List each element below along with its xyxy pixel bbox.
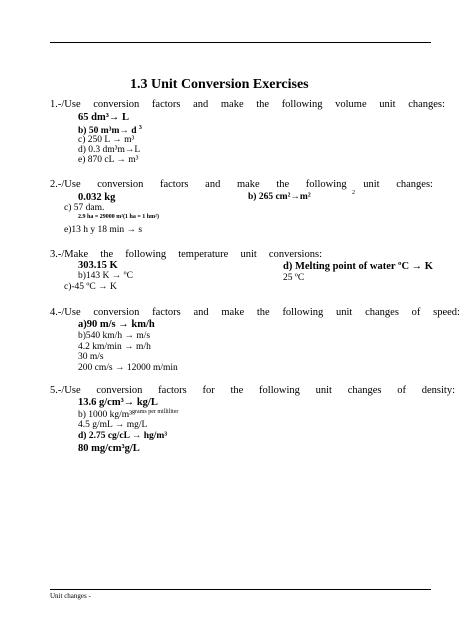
q5-word: unit (315, 385, 332, 396)
q1-word: unit (379, 99, 396, 110)
q4-word: speed: (433, 307, 460, 318)
q3-item-b: b)143 K → ºC (78, 271, 133, 281)
q1-item-d: d) 0.3 dm³m→L (78, 145, 141, 155)
q2-word: and (205, 179, 221, 190)
q5-word: for (202, 385, 215, 396)
q2-word: following (305, 179, 347, 190)
footer-rule (50, 589, 431, 590)
q5-word: 5.-/Use (50, 385, 81, 396)
q5-word: conversion (96, 385, 143, 396)
q2-item-b-superscript: 2 (352, 190, 355, 196)
q2-word: conversion (97, 179, 144, 190)
q5-item-b-text: b) 1000 kg/m³ (78, 410, 133, 420)
q1-word: conversion (93, 99, 140, 110)
q1-word: 1.-/Use (50, 99, 81, 110)
q4-item-e: 200 cm/s → 12000 m/min (78, 363, 178, 373)
q5-word: of (397, 385, 406, 396)
q4-item-c: 4.2 km/min → m/h (78, 342, 151, 352)
q3-word: conversions: (268, 249, 322, 260)
q1-word: the (256, 99, 270, 110)
q4-word: factors (152, 307, 181, 318)
q2-word: unit (363, 179, 380, 190)
q5-word: factors (158, 385, 187, 396)
q5-item-b-note: grams per milliliter (132, 409, 179, 415)
q4-word: the (256, 307, 270, 318)
q5-word: changes (347, 385, 382, 396)
q1-word: changes: (408, 99, 445, 110)
q1-item-e: e) 870 cL → m³ (78, 155, 139, 165)
q2-word: the (276, 179, 290, 190)
q5-item-c: 4.5 g/mL → mg/L (78, 420, 148, 430)
q2-prompt (50, 180, 433, 191)
q1-prompt (50, 100, 445, 111)
q3-word: unit (240, 249, 257, 260)
q3-item-e: 25 ºC (283, 273, 305, 283)
footer-text: Unit changes - (50, 592, 91, 600)
q2-item-c: c) 57 dam. (64, 203, 105, 213)
q4-word: following (282, 307, 324, 318)
q3-word: following (125, 249, 167, 260)
q2-word: make (236, 179, 260, 190)
q3-item-d: d) Melting point of water ºC → K (283, 261, 433, 272)
q3-word: the (100, 249, 114, 260)
q2-item-a: 0.032 kg (78, 192, 116, 203)
q4-item-d: 30 m/s (78, 352, 104, 362)
q3-word: temperature (178, 249, 229, 260)
q2-word: 2.-/Use (50, 179, 81, 190)
q4-word: 4.-/Use (50, 307, 81, 318)
q4-prompt (50, 308, 460, 319)
q5-word: following (259, 385, 300, 396)
q3-word: 3.-/Make (50, 249, 89, 260)
q1-item-a: 65 dm³→ L (78, 112, 129, 123)
q1-word: make (220, 99, 244, 110)
q2-item-b: b) 265 cm²→m² (248, 192, 311, 202)
q4-word: changes (365, 307, 399, 318)
q5-item-d: d) 2.75 cg/cL → hg/m³ (78, 431, 168, 441)
q1-item-c: c) 250 L → m³ (78, 135, 135, 145)
q5-word: density: (421, 385, 455, 396)
q1-word: following (281, 99, 323, 110)
q5-word: the (230, 385, 244, 396)
q3-item-c: c)-45 ºC → K (64, 282, 117, 292)
q2-word: changes: (396, 179, 433, 190)
q1-item-b-text: b) 50 m³m→ d (78, 126, 137, 136)
q4-word: make (221, 307, 245, 318)
q4-word: and (193, 307, 209, 318)
q1-word: and (193, 99, 209, 110)
q1-item-b-superscript: 3 (138, 125, 142, 131)
q3-item-a: 303.15 K (78, 260, 118, 271)
q4-word: of (411, 307, 421, 318)
page-title: 1.3 Unit Conversion Exercises (130, 77, 309, 92)
q2-word: factors (159, 179, 189, 190)
q1-word: volume (335, 99, 367, 110)
q4-word: unit (336, 307, 353, 318)
q1-word: factors (151, 99, 181, 110)
q5-item-e: 80 mg/cm³g/L (78, 443, 140, 454)
q2-item-e: e)13 h y 18 min → s (64, 225, 143, 235)
q4-item-a: a)90 m/s → km/h (78, 319, 155, 330)
q5-item-b (78, 409, 178, 421)
q3-prompt (50, 250, 322, 261)
q5-item-a: 13.6 g/cm³→ kg/L (78, 397, 158, 408)
q4-word: conversion (93, 307, 140, 318)
q4-item-b: b)540 km/h → m/s (78, 331, 151, 341)
header-rule (50, 42, 431, 43)
q5-prompt (50, 386, 455, 397)
q2-item-c-note: 2.9 ha = 29000 m²(1 ha = 1 hm²) (78, 214, 159, 220)
